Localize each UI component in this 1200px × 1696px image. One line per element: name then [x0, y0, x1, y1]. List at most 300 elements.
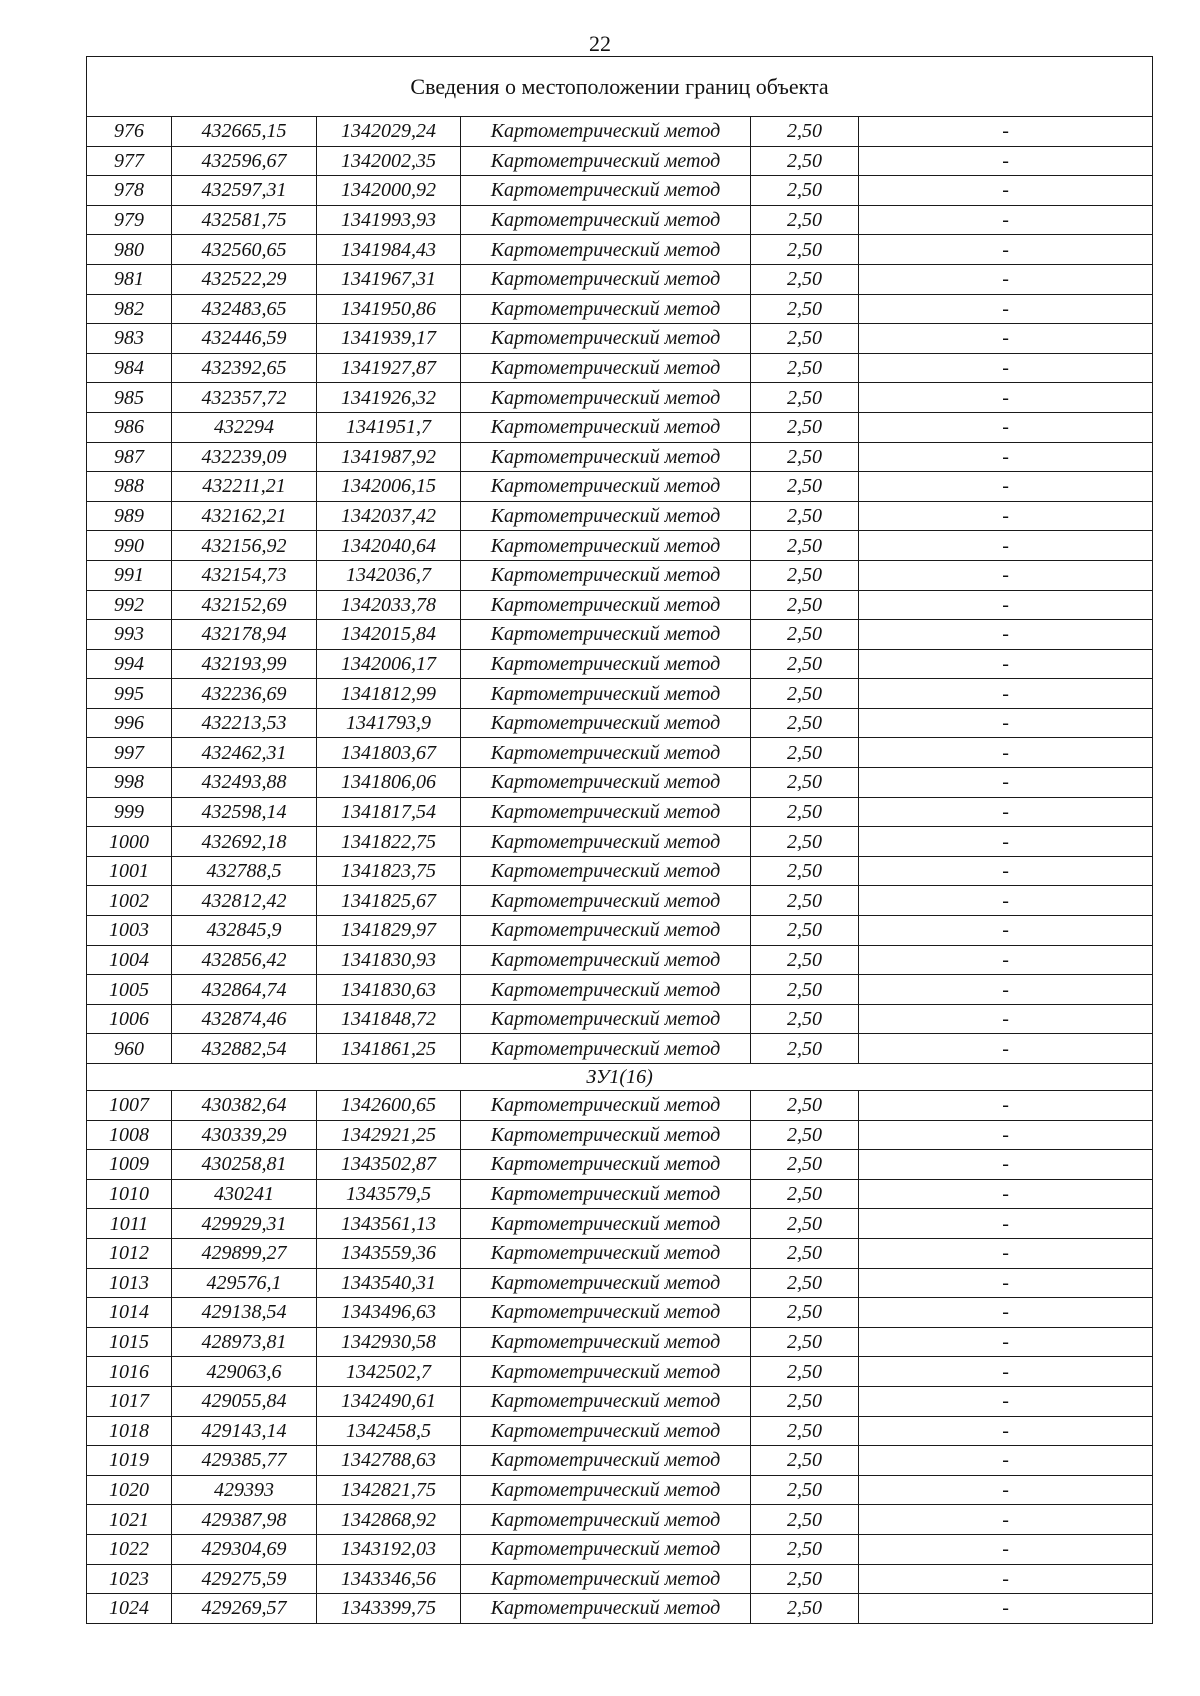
- description-cell: -: [859, 1238, 1153, 1268]
- description-cell: -: [859, 560, 1153, 590]
- x-coordinate-cell: 429304,69: [172, 1534, 317, 1564]
- description-cell: -: [859, 264, 1153, 294]
- table-row: [87, 1179, 1153, 1209]
- accuracy-cell: 2,50: [751, 531, 859, 561]
- method-cell: Картометрический метод: [461, 472, 751, 502]
- x-coordinate-cell: 432598,14: [172, 797, 317, 827]
- accuracy-cell: 2,50: [751, 235, 859, 265]
- x-coordinate-cell: 432213,53: [172, 708, 317, 738]
- method-cell: Картометрический метод: [461, 768, 751, 798]
- description-cell: -: [859, 1150, 1153, 1180]
- y-coordinate-cell: 1341793,9: [317, 708, 461, 738]
- method-cell: Картометрический метод: [461, 945, 751, 975]
- point-number-cell: 1004: [87, 945, 172, 975]
- description-cell: -: [859, 1386, 1153, 1416]
- y-coordinate-cell: 1342037,42: [317, 501, 461, 531]
- point-number-cell: 987: [87, 442, 172, 472]
- x-coordinate-cell: 432156,92: [172, 531, 317, 561]
- description-cell: -: [859, 1594, 1153, 1624]
- method-cell: Картометрический метод: [461, 264, 751, 294]
- accuracy-cell: 2,50: [751, 205, 859, 235]
- y-coordinate-cell: 1341830,93: [317, 945, 461, 975]
- point-number-cell: 1024: [87, 1594, 172, 1624]
- accuracy-cell: 2,50: [751, 1004, 859, 1034]
- point-number-cell: 1001: [87, 856, 172, 886]
- accuracy-cell: 2,50: [751, 1091, 859, 1121]
- y-coordinate-cell: 1341823,75: [317, 856, 461, 886]
- y-coordinate-cell: 1343579,5: [317, 1179, 461, 1209]
- y-coordinate-cell: 1341806,06: [317, 768, 461, 798]
- description-cell: -: [859, 797, 1153, 827]
- y-coordinate-cell: 1343559,36: [317, 1238, 461, 1268]
- description-cell: -: [859, 1564, 1153, 1594]
- point-number-cell: 1022: [87, 1534, 172, 1564]
- point-number-cell: 984: [87, 353, 172, 383]
- accuracy-cell: 2,50: [751, 1534, 859, 1564]
- table-row: [87, 945, 1153, 975]
- accuracy-cell: 2,50: [751, 856, 859, 886]
- accuracy-cell: 2,50: [751, 768, 859, 798]
- x-coordinate-cell: 432446,59: [172, 324, 317, 354]
- accuracy-cell: 2,50: [751, 945, 859, 975]
- accuracy-cell: 2,50: [751, 1446, 859, 1476]
- accuracy-cell: 2,50: [751, 472, 859, 502]
- x-coordinate-cell: 432856,42: [172, 945, 317, 975]
- y-coordinate-cell: 1341825,67: [317, 886, 461, 916]
- point-number-cell: 1019: [87, 1446, 172, 1476]
- description-cell: -: [859, 679, 1153, 709]
- description-cell: -: [859, 649, 1153, 679]
- accuracy-cell: 2,50: [751, 1268, 859, 1298]
- description-cell: -: [859, 412, 1153, 442]
- table-row: [87, 117, 1153, 147]
- method-cell: Картометрический метод: [461, 1120, 751, 1150]
- description-cell: -: [859, 294, 1153, 324]
- x-coordinate-cell: 432560,65: [172, 235, 317, 265]
- table-row: [87, 1034, 1153, 1064]
- description-cell: -: [859, 472, 1153, 502]
- x-coordinate-cell: 429929,31: [172, 1209, 317, 1239]
- table-row: [87, 738, 1153, 768]
- x-coordinate-cell: 432882,54: [172, 1034, 317, 1064]
- description-cell: -: [859, 442, 1153, 472]
- point-number-cell: 1017: [87, 1386, 172, 1416]
- y-coordinate-cell: 1341987,92: [317, 442, 461, 472]
- page-number: 22: [589, 31, 611, 56]
- point-number-cell: 993: [87, 620, 172, 650]
- table-row: [87, 1120, 1153, 1150]
- table-row: [87, 827, 1153, 857]
- x-coordinate-cell: 432357,72: [172, 383, 317, 413]
- x-coordinate-cell: 428973,81: [172, 1327, 317, 1357]
- y-coordinate-cell: 1342868,92: [317, 1505, 461, 1535]
- section-row: [87, 1064, 1153, 1091]
- point-number-cell: 1013: [87, 1268, 172, 1298]
- boundary-table-container: [86, 56, 1152, 1624]
- point-number-cell: 997: [87, 738, 172, 768]
- description-cell: -: [859, 324, 1153, 354]
- accuracy-cell: 2,50: [751, 797, 859, 827]
- accuracy-cell: 2,50: [751, 146, 859, 176]
- table-row: [87, 1564, 1153, 1594]
- point-number-cell: 1023: [87, 1564, 172, 1594]
- method-cell: Картометрический метод: [461, 975, 751, 1005]
- table-row: [87, 1150, 1153, 1180]
- description-cell: -: [859, 886, 1153, 916]
- description-cell: -: [859, 117, 1153, 147]
- y-coordinate-cell: 1342006,17: [317, 649, 461, 679]
- point-number-cell: 960: [87, 1034, 172, 1064]
- y-coordinate-cell: 1341817,54: [317, 797, 461, 827]
- accuracy-cell: 2,50: [751, 1505, 859, 1535]
- description-cell: -: [859, 1209, 1153, 1239]
- table-row: [87, 1505, 1153, 1535]
- x-coordinate-cell: 429269,57: [172, 1594, 317, 1624]
- table-row: [87, 797, 1153, 827]
- accuracy-cell: 2,50: [751, 1594, 859, 1624]
- y-coordinate-cell: 1341812,99: [317, 679, 461, 709]
- y-coordinate-cell: 1341927,87: [317, 353, 461, 383]
- method-cell: Картометрический метод: [461, 1534, 751, 1564]
- method-cell: Картометрический метод: [461, 1386, 751, 1416]
- y-coordinate-cell: 1341829,97: [317, 916, 461, 946]
- x-coordinate-cell: 430241: [172, 1179, 317, 1209]
- description-cell: -: [859, 531, 1153, 561]
- point-number-cell: 1008: [87, 1120, 172, 1150]
- x-coordinate-cell: 429576,1: [172, 1268, 317, 1298]
- method-cell: Картометрический метод: [461, 1268, 751, 1298]
- accuracy-cell: 2,50: [751, 442, 859, 472]
- x-coordinate-cell: 429143,14: [172, 1416, 317, 1446]
- x-coordinate-cell: 432493,88: [172, 768, 317, 798]
- accuracy-cell: 2,50: [751, 1386, 859, 1416]
- table-row: [87, 975, 1153, 1005]
- table-row: [87, 294, 1153, 324]
- y-coordinate-cell: 1342921,25: [317, 1120, 461, 1150]
- y-coordinate-cell: 1342490,61: [317, 1386, 461, 1416]
- accuracy-cell: 2,50: [751, 383, 859, 413]
- x-coordinate-cell: 432581,75: [172, 205, 317, 235]
- table-row: [87, 353, 1153, 383]
- x-coordinate-cell: 432692,18: [172, 827, 317, 857]
- y-coordinate-cell: 1343561,13: [317, 1209, 461, 1239]
- y-coordinate-cell: 1341803,67: [317, 738, 461, 768]
- description-cell: -: [859, 1004, 1153, 1034]
- y-coordinate-cell: 1341848,72: [317, 1004, 461, 1034]
- y-coordinate-cell: 1341967,31: [317, 264, 461, 294]
- description-cell: -: [859, 1505, 1153, 1535]
- x-coordinate-cell: 429393: [172, 1475, 317, 1505]
- y-coordinate-cell: 1342600,65: [317, 1091, 461, 1121]
- method-cell: Картометрический метод: [461, 649, 751, 679]
- method-cell: Картометрический метод: [461, 1594, 751, 1624]
- description-cell: -: [859, 1534, 1153, 1564]
- x-coordinate-cell: 429063,6: [172, 1357, 317, 1387]
- table-row: [87, 560, 1153, 590]
- x-coordinate-cell: 432239,09: [172, 442, 317, 472]
- x-coordinate-cell: 432193,99: [172, 649, 317, 679]
- x-coordinate-cell: 432845,9: [172, 916, 317, 946]
- table-row: [87, 1004, 1153, 1034]
- point-number-cell: 994: [87, 649, 172, 679]
- point-number-cell: 1002: [87, 886, 172, 916]
- method-cell: Картометрический метод: [461, 1357, 751, 1387]
- method-cell: Картометрический метод: [461, 412, 751, 442]
- x-coordinate-cell: 432596,67: [172, 146, 317, 176]
- accuracy-cell: 2,50: [751, 1475, 859, 1505]
- accuracy-cell: 2,50: [751, 176, 859, 206]
- y-coordinate-cell: 1341950,86: [317, 294, 461, 324]
- y-coordinate-cell: 1341993,93: [317, 205, 461, 235]
- method-cell: Картометрический метод: [461, 294, 751, 324]
- description-cell: -: [859, 827, 1153, 857]
- description-cell: -: [859, 1327, 1153, 1357]
- method-cell: Картометрический метод: [461, 501, 751, 531]
- description-cell: -: [859, 975, 1153, 1005]
- x-coordinate-cell: 432483,65: [172, 294, 317, 324]
- table-row: [87, 412, 1153, 442]
- accuracy-cell: 2,50: [751, 590, 859, 620]
- point-number-cell: 978: [87, 176, 172, 206]
- method-cell: Картометрический метод: [461, 708, 751, 738]
- y-coordinate-cell: 1341951,7: [317, 412, 461, 442]
- point-number-cell: 990: [87, 531, 172, 561]
- accuracy-cell: 2,50: [751, 827, 859, 857]
- method-cell: Картометрический метод: [461, 205, 751, 235]
- table-row: [87, 442, 1153, 472]
- table-row: [87, 679, 1153, 709]
- point-number-cell: 1003: [87, 916, 172, 946]
- x-coordinate-cell: 432162,21: [172, 501, 317, 531]
- method-cell: Картометрический метод: [461, 353, 751, 383]
- method-cell: Картометрический метод: [461, 1238, 751, 1268]
- y-coordinate-cell: 1342002,35: [317, 146, 461, 176]
- accuracy-cell: 2,50: [751, 679, 859, 709]
- y-coordinate-cell: 1343540,31: [317, 1268, 461, 1298]
- method-cell: Картометрический метод: [461, 856, 751, 886]
- method-cell: Картометрический метод: [461, 1004, 751, 1034]
- accuracy-cell: 2,50: [751, 353, 859, 383]
- description-cell: -: [859, 176, 1153, 206]
- table-row: [87, 531, 1153, 561]
- x-coordinate-cell: 429899,27: [172, 1238, 317, 1268]
- y-coordinate-cell: 1342458,5: [317, 1416, 461, 1446]
- x-coordinate-cell: 429385,77: [172, 1446, 317, 1476]
- description-cell: -: [859, 383, 1153, 413]
- description-cell: -: [859, 1416, 1153, 1446]
- method-cell: Картометрический метод: [461, 1327, 751, 1357]
- method-cell: Картометрический метод: [461, 827, 751, 857]
- table-row: [87, 1357, 1153, 1387]
- point-number-cell: 995: [87, 679, 172, 709]
- y-coordinate-cell: 1342036,7: [317, 560, 461, 590]
- accuracy-cell: 2,50: [751, 560, 859, 590]
- method-cell: Картометрический метод: [461, 1209, 751, 1239]
- method-cell: Картометрический метод: [461, 1416, 751, 1446]
- table-row: [87, 649, 1153, 679]
- accuracy-cell: 2,50: [751, 1120, 859, 1150]
- accuracy-cell: 2,50: [751, 1298, 859, 1328]
- method-cell: Картометрический метод: [461, 886, 751, 916]
- y-coordinate-cell: 1343502,87: [317, 1150, 461, 1180]
- table-row: [87, 916, 1153, 946]
- x-coordinate-cell: 429055,84: [172, 1386, 317, 1416]
- method-cell: Картометрический метод: [461, 176, 751, 206]
- y-coordinate-cell: 1342788,63: [317, 1446, 461, 1476]
- x-coordinate-cell: 432236,69: [172, 679, 317, 709]
- accuracy-cell: 2,50: [751, 1150, 859, 1180]
- y-coordinate-cell: 1341822,75: [317, 827, 461, 857]
- method-cell: Картометрический метод: [461, 1179, 751, 1209]
- table-row: [87, 1446, 1153, 1476]
- table-row: [87, 708, 1153, 738]
- point-number-cell: 1021: [87, 1505, 172, 1535]
- table-row: [87, 383, 1153, 413]
- x-coordinate-cell: 432462,31: [172, 738, 317, 768]
- accuracy-cell: 2,50: [751, 916, 859, 946]
- y-coordinate-cell: 1342029,24: [317, 117, 461, 147]
- x-coordinate-cell: 430258,81: [172, 1150, 317, 1180]
- point-number-cell: 1012: [87, 1238, 172, 1268]
- x-coordinate-cell: 432178,94: [172, 620, 317, 650]
- accuracy-cell: 2,50: [751, 412, 859, 442]
- y-coordinate-cell: 1341926,32: [317, 383, 461, 413]
- x-coordinate-cell: 430339,29: [172, 1120, 317, 1150]
- y-coordinate-cell: 1342821,75: [317, 1475, 461, 1505]
- accuracy-cell: 2,50: [751, 264, 859, 294]
- y-coordinate-cell: 1343346,56: [317, 1564, 461, 1594]
- description-cell: -: [859, 1034, 1153, 1064]
- y-coordinate-cell: 1342000,92: [317, 176, 461, 206]
- point-number-cell: 979: [87, 205, 172, 235]
- point-number-cell: 991: [87, 560, 172, 590]
- accuracy-cell: 2,50: [751, 738, 859, 768]
- x-coordinate-cell: 430382,64: [172, 1091, 317, 1121]
- table-row: [87, 1091, 1153, 1121]
- method-cell: Картометрический метод: [461, 590, 751, 620]
- x-coordinate-cell: 432522,29: [172, 264, 317, 294]
- point-number-cell: 1011: [87, 1209, 172, 1239]
- y-coordinate-cell: 1343399,75: [317, 1594, 461, 1624]
- point-number-cell: 996: [87, 708, 172, 738]
- method-cell: Картометрический метод: [461, 324, 751, 354]
- point-number-cell: 998: [87, 768, 172, 798]
- point-number-cell: 1014: [87, 1298, 172, 1328]
- description-cell: -: [859, 768, 1153, 798]
- method-cell: Картометрический метод: [461, 1298, 751, 1328]
- table-title: Сведения о местоположении границ объекта: [87, 57, 1153, 117]
- point-number-cell: 999: [87, 797, 172, 827]
- table-row: [87, 1268, 1153, 1298]
- method-cell: Картометрический метод: [461, 679, 751, 709]
- point-number-cell: 982: [87, 294, 172, 324]
- method-cell: Картометрический метод: [461, 531, 751, 561]
- y-coordinate-cell: 1341830,63: [317, 975, 461, 1005]
- method-cell: Картометрический метод: [461, 383, 751, 413]
- table-row: [87, 176, 1153, 206]
- point-number-cell: 986: [87, 412, 172, 442]
- accuracy-cell: 2,50: [751, 501, 859, 531]
- x-coordinate-cell: 432294: [172, 412, 317, 442]
- point-number-cell: 976: [87, 117, 172, 147]
- accuracy-cell: 2,50: [751, 1179, 859, 1209]
- point-number-cell: 1015: [87, 1327, 172, 1357]
- y-coordinate-cell: 1342015,84: [317, 620, 461, 650]
- table-row: [87, 1298, 1153, 1328]
- table-row: [87, 205, 1153, 235]
- method-cell: Картометрический метод: [461, 1150, 751, 1180]
- x-coordinate-cell: 432154,73: [172, 560, 317, 590]
- point-number-cell: 992: [87, 590, 172, 620]
- table-row: [87, 1534, 1153, 1564]
- boundary-coordinates-table: [86, 56, 1153, 1624]
- y-coordinate-cell: 1341984,43: [317, 235, 461, 265]
- y-coordinate-cell: 1342502,7: [317, 1357, 461, 1387]
- method-cell: Картометрический метод: [461, 1564, 751, 1594]
- method-cell: Картометрический метод: [461, 797, 751, 827]
- point-number-cell: 1000: [87, 827, 172, 857]
- y-coordinate-cell: 1343496,63: [317, 1298, 461, 1328]
- accuracy-cell: 2,50: [751, 1327, 859, 1357]
- table-body: [87, 117, 1153, 1624]
- x-coordinate-cell: 432864,74: [172, 975, 317, 1005]
- accuracy-cell: 2,50: [751, 1416, 859, 1446]
- description-cell: -: [859, 1179, 1153, 1209]
- point-number-cell: 1007: [87, 1091, 172, 1121]
- description-cell: -: [859, 205, 1153, 235]
- description-cell: -: [859, 945, 1153, 975]
- table-title-row: [87, 57, 1153, 117]
- y-coordinate-cell: 1342930,58: [317, 1327, 461, 1357]
- description-cell: -: [859, 146, 1153, 176]
- accuracy-cell: 2,50: [751, 886, 859, 916]
- point-number-cell: 983: [87, 324, 172, 354]
- point-number-cell: 988: [87, 472, 172, 502]
- accuracy-cell: 2,50: [751, 1238, 859, 1268]
- point-number-cell: 981: [87, 264, 172, 294]
- method-cell: Картометрический метод: [461, 1446, 751, 1476]
- table-row: [87, 620, 1153, 650]
- table-row: [87, 1209, 1153, 1239]
- accuracy-cell: 2,50: [751, 324, 859, 354]
- method-cell: Картометрический метод: [461, 916, 751, 946]
- description-cell: -: [859, 1268, 1153, 1298]
- description-cell: -: [859, 1120, 1153, 1150]
- table-row: [87, 1327, 1153, 1357]
- x-coordinate-cell: 432812,42: [172, 886, 317, 916]
- table-row: [87, 856, 1153, 886]
- point-number-cell: 980: [87, 235, 172, 265]
- accuracy-cell: 2,50: [751, 975, 859, 1005]
- accuracy-cell: 2,50: [751, 1209, 859, 1239]
- accuracy-cell: 2,50: [751, 294, 859, 324]
- description-cell: -: [859, 708, 1153, 738]
- method-cell: Картометрический метод: [461, 738, 751, 768]
- accuracy-cell: 2,50: [751, 1034, 859, 1064]
- accuracy-cell: 2,50: [751, 1564, 859, 1594]
- table-row: [87, 1594, 1153, 1624]
- description-cell: -: [859, 1298, 1153, 1328]
- x-coordinate-cell: 432874,46: [172, 1004, 317, 1034]
- x-coordinate-cell: 429138,54: [172, 1298, 317, 1328]
- point-number-cell: 985: [87, 383, 172, 413]
- method-cell: Картометрический метод: [461, 146, 751, 176]
- accuracy-cell: 2,50: [751, 620, 859, 650]
- description-cell: -: [859, 620, 1153, 650]
- y-coordinate-cell: 1342033,78: [317, 590, 461, 620]
- y-coordinate-cell: 1342006,15: [317, 472, 461, 502]
- point-number-cell: 1005: [87, 975, 172, 1005]
